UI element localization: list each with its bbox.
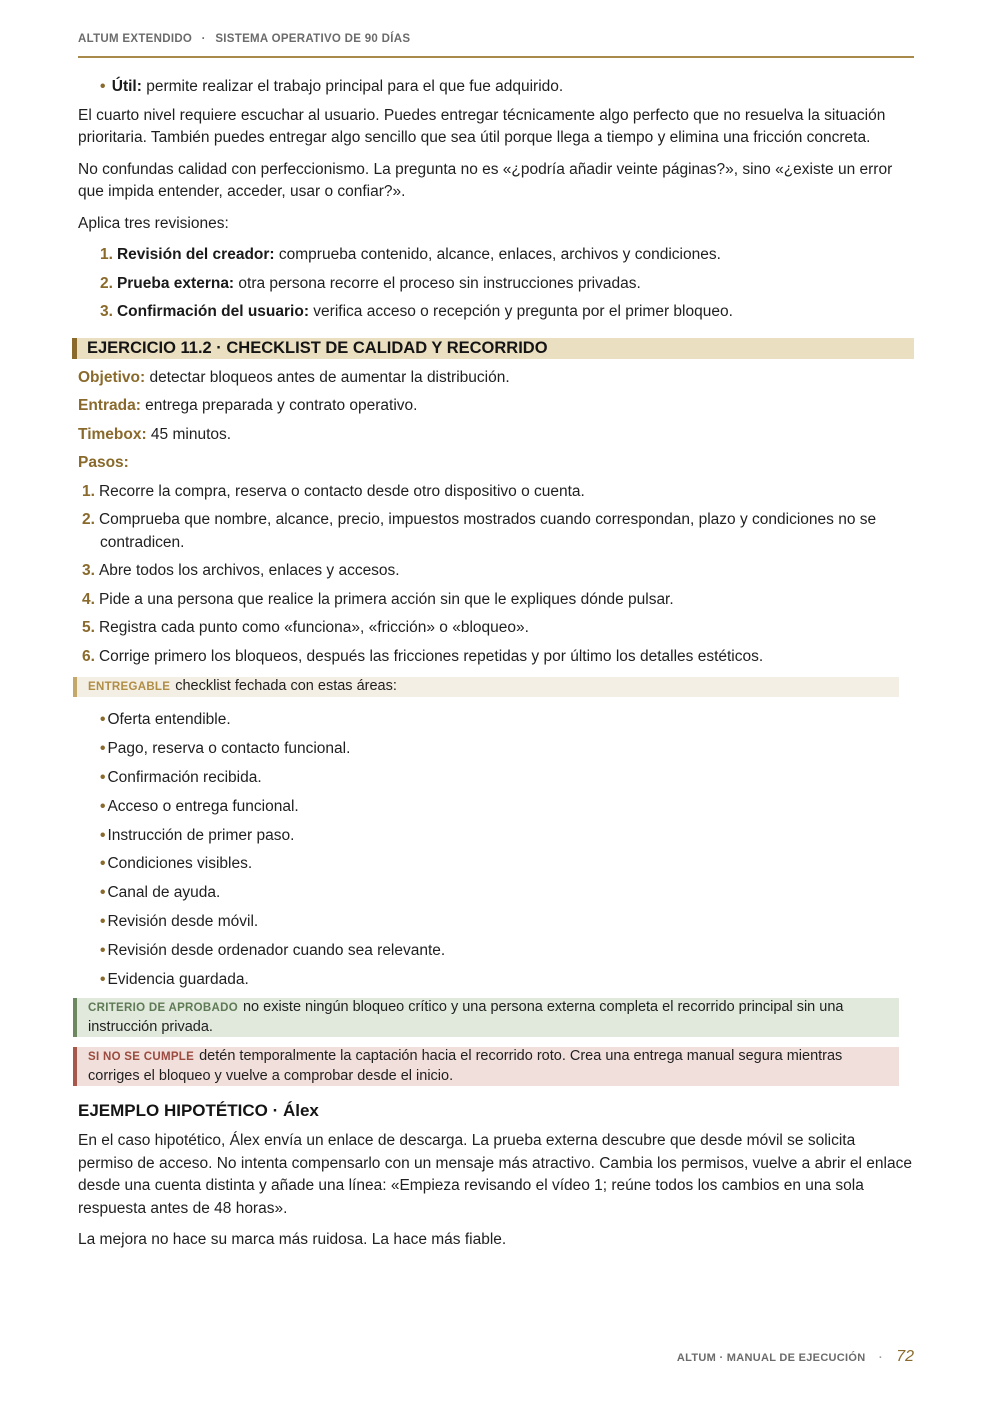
list-item (82, 617, 914, 640)
bullet-text: permite realizar el trabajo principal para el que fue adquirido. (141, 78, 564, 95)
bullet-icon: • (100, 768, 106, 786)
list-number: 2. (100, 274, 113, 292)
list-item (82, 481, 914, 504)
list-item (82, 560, 914, 583)
exercise-input (78, 395, 914, 418)
list-item (82, 509, 914, 554)
list-item (100, 244, 914, 267)
approval-criteria-callout (73, 998, 899, 1037)
list-item (100, 911, 914, 934)
list-text: Evidencia guardada. (107, 971, 249, 989)
list-text: Canal de ayuda. (107, 884, 221, 902)
list-text: Revisión desde móvil. (107, 913, 259, 931)
header-title: ALTUM EXTENDIDO (78, 33, 193, 45)
field-label: Objetivo: (78, 368, 146, 386)
exercise-timebox (78, 424, 914, 447)
list-number: 6. (82, 647, 95, 665)
list-number: 5. (82, 619, 95, 636)
list-text: Condiciones visibles. (107, 855, 253, 873)
deliverable-text: checklist fechada con estas áreas: (175, 678, 397, 694)
list-item (100, 882, 914, 905)
list-term: Prueba externa: (116, 274, 235, 292)
deliverable-callout (73, 677, 899, 697)
exercise-steps-label (78, 452, 914, 475)
header-subtitle: SISTEMA OPERATIVO DE 90 DÍAS (215, 33, 411, 45)
footer-label: ALTUM · MANUAL DE EJECUCIÓN (676, 1352, 866, 1364)
list-text: Pide a una persona que realice la primera acción sin que le expliques dónde pulsar. (98, 590, 674, 608)
bullet-icon: • (100, 711, 106, 728)
list-item (100, 796, 914, 819)
list-term: Confirmación del usuario: (116, 303, 309, 320)
bullet-icon: • (100, 739, 106, 757)
field-value: 45 minutos. (146, 425, 232, 443)
list-term: Revisión del creador: (116, 246, 275, 263)
paragraph: Aplica tres revisiones: (78, 214, 229, 232)
paragraph: El cuarto nivel requiere escuchar al usuario. Puedes entregar técnicamente algo perfecto que no resuelva la situación prioritaria. También puedes entregar algo sencillo que sea útil porque llega a tiempo y elimina una fricción concreta. (78, 106, 886, 146)
list-text: verifica acceso o recepción y pregunta por el primer bloqueo. (309, 303, 733, 320)
list-text: otra persona recorre el proceso sin instrucciones privadas. (234, 274, 641, 292)
list-text: Abre todos los archivos, enlaces y accesos. (98, 562, 400, 579)
list-text: Instrucción de primer paso. (107, 826, 295, 844)
list-text: Revisión desde ordenador cuando sea relevante. (107, 942, 446, 960)
page-content (78, 76, 914, 1261)
paragraph: La mejora no hace su marca más ruidosa. La hace más fiable. (78, 1231, 507, 1249)
list-text: Comprueba que nombre, alcance, precio, impuestos mostrados cuando correspondan, plazo y condiciones no se contradicen. (98, 511, 877, 551)
footer-separator: · (878, 1352, 883, 1364)
deliverable-tag: ENTREGABLE (88, 681, 171, 693)
bullet-icon: • (100, 942, 106, 960)
list-item (100, 273, 914, 296)
paragraph: En el caso hipotético, Álex envía un enlace de descarga. La prueba externa descubre que desde móvil se solicita permiso de acceso. No intenta compensarlo con un mensaje más atractivo. Cambia los permisos, vuelve a abrir el enlace desde una cuenta distinta y añade una línea: «Empieza revisando el vídeo 1; reúne todos los cambios en una sola respuesta antes de 48 horas». (78, 1132, 912, 1217)
bullet-icon: • (100, 884, 106, 902)
list-item (100, 853, 914, 876)
list-item (82, 646, 914, 669)
paragraph: No confundas calidad con perfeccionismo. La pregunta no es «¿podría añadir veinte páginas?», sino «¿existe un error que impida entender, acceder, usar o confiar?». (78, 160, 893, 200)
list-text: Oferta entendible. (107, 711, 231, 728)
bullet-icon: • (100, 855, 106, 873)
bullet-icon: • (100, 971, 106, 989)
revision-list (78, 244, 914, 324)
approval-text: no existe ningún bloqueo crítico y una persona externa completa el recorrido principal sin una instrucción privada. (88, 998, 844, 1035)
bullet-icon: • (100, 913, 106, 931)
field-label: Timebox: (78, 425, 147, 443)
list-item (100, 301, 914, 324)
list-number: 3. (100, 303, 113, 320)
field-label: Pasos: (78, 454, 129, 471)
list-text: Pago, reserva o contacto funcional. (107, 739, 351, 757)
list-item (100, 76, 914, 99)
list-text: Recorre la compra, reserva o contacto desde otro dispositivo o cuenta. (98, 482, 585, 500)
field-value: detectar bloqueos antes de aumentar la distribución. (145, 368, 510, 386)
failure-tag: SI NO SE CUMPLE (88, 1050, 195, 1063)
list-item (100, 767, 914, 790)
approval-tag: CRITERIO DE APROBADO (88, 1001, 238, 1014)
exercise-objective (78, 367, 914, 390)
list-item (100, 709, 914, 732)
areas-list (78, 709, 914, 992)
list-number: 4. (82, 590, 95, 608)
list-item (100, 940, 914, 963)
bullet-icon: • (100, 78, 106, 95)
failure-text: detén temporalmente la captación hacia el recorrido roto. Crea una entrega manual segura mientras corriges el bloqueo y vuelve a comprobar desde el inicio. (88, 1047, 843, 1084)
list-number: 3. (82, 562, 95, 579)
failure-callout (73, 1047, 899, 1086)
field-label: Entrada: (78, 397, 141, 414)
bullet-icon: • (100, 826, 106, 844)
list-text: comprueba contenido, alcance, enlaces, archivos y condiciones. (274, 246, 721, 263)
list-number: 2. (82, 511, 95, 528)
exercise-title: EJERCICIO 11.2 · CHECKLIST DE CALIDAD Y RECORRIDO (72, 338, 914, 359)
list-item (100, 825, 914, 848)
list-text: Confirmación recibida. (107, 768, 262, 786)
header-separator: · (201, 33, 206, 45)
list-number: 1. (100, 246, 113, 263)
list-text: Corrige primero los bloqueos, después las fricciones repetidas y por último los detalles estéticos. (98, 647, 764, 665)
running-header (78, 33, 914, 58)
list-number: 1. (82, 482, 95, 500)
running-footer (677, 1348, 914, 1366)
bullet-term: Útil: (111, 78, 142, 95)
example-heading: EJEMPLO HIPOTÉTICO · Álex (78, 1100, 319, 1120)
page-number: 72 (896, 1348, 914, 1365)
list-item (82, 589, 914, 612)
bullet-icon: • (100, 797, 106, 815)
exercise-steps (78, 481, 914, 669)
list-item (100, 738, 914, 761)
list-text: Acceso o entrega funcional. (107, 797, 299, 815)
list-item (100, 969, 914, 992)
field-value: entrega preparada y contrato operativo. (140, 397, 418, 414)
list-text: Registra cada punto como «funciona», «fricción» o «bloqueo». (98, 619, 529, 636)
